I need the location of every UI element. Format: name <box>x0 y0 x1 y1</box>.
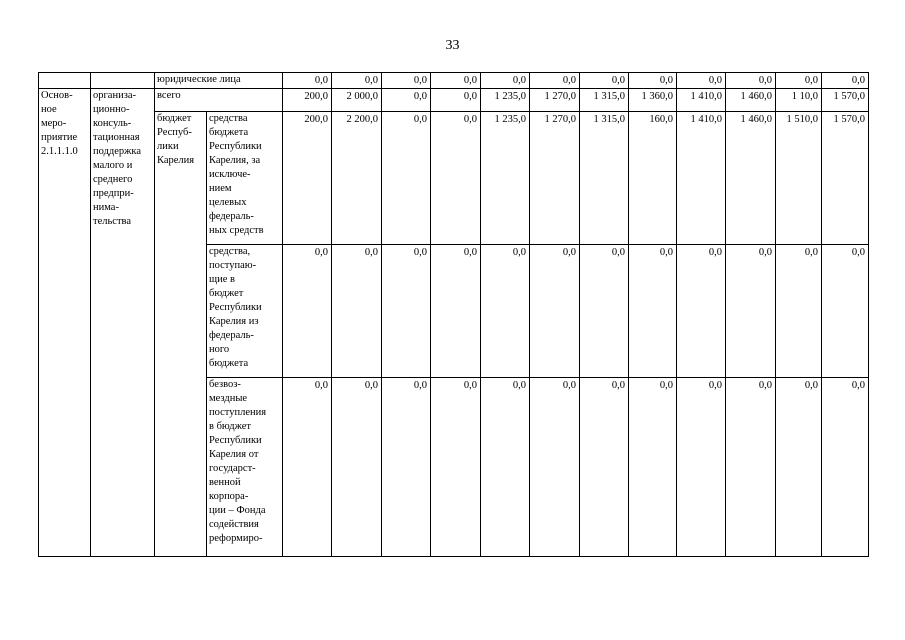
value-cell: 1 410,0 <box>677 112 726 245</box>
measure-description: организа- ционно- консуль- тационная поддержка малого и среднего предпри- нима- тельства <box>91 89 155 557</box>
value-cell: 0,0 <box>481 73 530 89</box>
value-cell: 0,0 <box>382 378 431 557</box>
table-row-total <box>39 89 869 112</box>
row-label-federal-funds: средства, поступаю- щие в бюджет Республики Карелия из федераль- ного бюджета <box>207 245 283 378</box>
value-cell: 200,0 <box>283 89 332 112</box>
empty-cell <box>91 73 155 89</box>
value-cell: 0,0 <box>283 73 332 89</box>
value-cell: 1 570,0 <box>822 89 869 112</box>
value-cell: 0,0 <box>530 245 580 378</box>
value-cell: 0,0 <box>332 378 382 557</box>
value-cell: 0,0 <box>776 245 822 378</box>
value-cell: 1 460,0 <box>726 112 776 245</box>
row-label-gratuitous: безвоз- мездные поступления в бюджет Республики Карелия от государст- венной корпора- ции – Фонда содействия реформиро- <box>207 378 283 557</box>
value-cell: 0,0 <box>580 245 629 378</box>
measure-title: Основ- ное меро- приятие 2.1.1.1.0 <box>39 89 91 557</box>
value-cell: 1 315,0 <box>580 112 629 245</box>
value-cell: 160,0 <box>629 112 677 245</box>
value-cell: 0,0 <box>677 378 726 557</box>
value-cell: 200,0 <box>283 112 332 245</box>
value-cell: 0,0 <box>629 378 677 557</box>
value-cell: 0,0 <box>431 73 481 89</box>
value-cell: 0,0 <box>629 73 677 89</box>
budget-group-label: бюджет Респуб- лики Карелия <box>155 112 207 557</box>
value-cell: 0,0 <box>629 245 677 378</box>
row-label-legal-entities: юридические лица <box>155 73 283 89</box>
value-cell: 0,0 <box>283 378 332 557</box>
value-cell: 1 570,0 <box>822 112 869 245</box>
value-cell: 1 510,0 <box>776 112 822 245</box>
value-cell: 0,0 <box>431 89 481 112</box>
value-cell: 1 270,0 <box>530 112 580 245</box>
value-cell: 1 460,0 <box>726 89 776 112</box>
value-cell: 2 200,0 <box>332 112 382 245</box>
value-cell: 0,0 <box>332 73 382 89</box>
table-row-rk-own-funds <box>39 112 869 245</box>
value-cell: 0,0 <box>431 245 481 378</box>
value-cell: 1 235,0 <box>481 89 530 112</box>
empty-cell <box>39 73 91 89</box>
value-cell: 0,0 <box>530 73 580 89</box>
value-cell: 0,0 <box>726 73 776 89</box>
value-cell: 1 360,0 <box>629 89 677 112</box>
value-cell: 0,0 <box>431 112 481 245</box>
value-cell: 0,0 <box>580 378 629 557</box>
value-cell: 0,0 <box>822 245 869 378</box>
value-cell: 0,0 <box>530 378 580 557</box>
value-cell: 0,0 <box>726 378 776 557</box>
value-cell: 0,0 <box>382 89 431 112</box>
page-number: 33 <box>445 38 460 53</box>
value-cell: 1 410,0 <box>677 89 726 112</box>
value-cell: 0,0 <box>382 73 431 89</box>
value-cell: 0,0 <box>481 245 530 378</box>
value-cell: 0,0 <box>431 378 481 557</box>
value-cell: 1 10,0 <box>776 89 822 112</box>
value-cell: 0,0 <box>382 245 431 378</box>
row-label-rk-own-funds: средства бюджета Республики Карелия, за исключе- нием целевых федераль- ных средств <box>207 112 283 245</box>
value-cell: 2 000,0 <box>332 89 382 112</box>
value-cell: 1 315,0 <box>580 89 629 112</box>
value-cell: 0,0 <box>382 112 431 245</box>
table-row-legal-entities <box>39 73 869 89</box>
value-cell: 1 235,0 <box>481 112 530 245</box>
value-cell: 1 270,0 <box>530 89 580 112</box>
value-cell: 0,0 <box>481 378 530 557</box>
value-cell: 0,0 <box>726 245 776 378</box>
value-cell: 0,0 <box>776 378 822 557</box>
value-cell: 0,0 <box>677 245 726 378</box>
value-cell: 0,0 <box>332 245 382 378</box>
value-cell: 0,0 <box>822 73 869 89</box>
value-cell: 0,0 <box>776 73 822 89</box>
budget-table <box>38 72 869 557</box>
value-cell: 0,0 <box>677 73 726 89</box>
value-cell: 0,0 <box>580 73 629 89</box>
value-cell: 0,0 <box>283 245 332 378</box>
row-label-total: всего <box>155 89 283 112</box>
value-cell: 0,0 <box>822 378 869 557</box>
